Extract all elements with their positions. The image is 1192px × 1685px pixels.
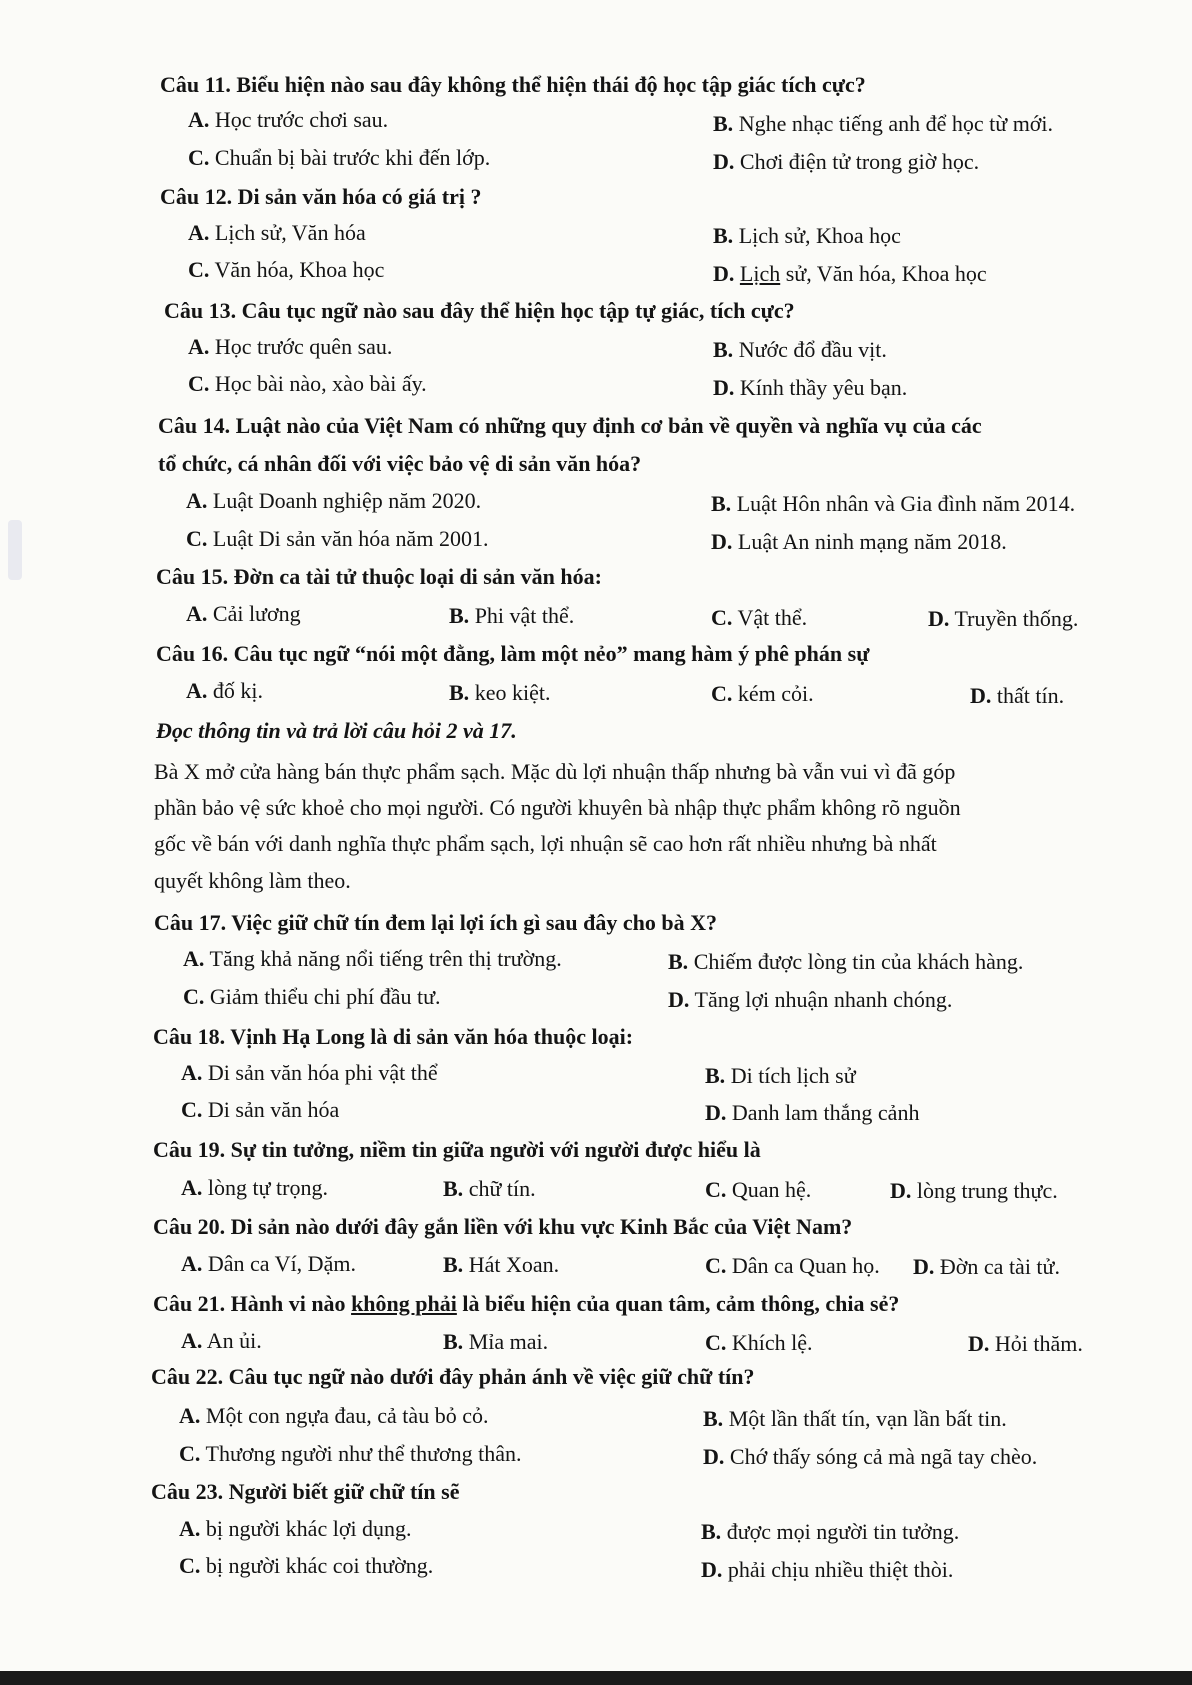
option-text: Thương người như thể thương thân. (205, 1441, 522, 1466)
option-text: Văn hóa, Khoa học (214, 257, 385, 282)
q21-option-c (705, 1329, 813, 1357)
question-number: Câu 18. (153, 1024, 226, 1049)
question-number: Câu 12. (160, 184, 233, 209)
passage-line-2: phần bảo vệ sức khoẻ cho mọi người. Có người khuyên bà nhập thực phẩm không rõ nguồn (154, 795, 961, 820)
q20-option-c (705, 1252, 880, 1280)
option-letter: C. (188, 257, 210, 282)
question-text: Di sản văn hóa có giá trị ? (237, 184, 482, 209)
option-letter: A. (181, 1328, 203, 1353)
option-letter: B. (443, 1329, 464, 1354)
q19-option-a (181, 1174, 328, 1202)
option-text: Hát Xoan. (468, 1252, 560, 1277)
option-letter: C. (179, 1441, 201, 1466)
option-letter: D. (713, 375, 735, 400)
q18-option-d (705, 1099, 919, 1127)
option-letter: C. (705, 1177, 727, 1202)
option-letter: C. (705, 1330, 727, 1355)
q14-option-b (711, 490, 1075, 518)
option-text: Chớ thấy sóng cả mà ngã tay chèo. (729, 1444, 1038, 1469)
passage-line-4: quyết không làm theo. (154, 868, 351, 893)
option-letter: A. (181, 1060, 203, 1085)
option-text: Nước đổ đầu vịt. (738, 337, 887, 362)
question-number: Câu 21. (153, 1291, 226, 1316)
q22-option-a (179, 1402, 488, 1430)
q15-option-b (449, 602, 574, 630)
q23-option-d (701, 1556, 953, 1584)
q18-option-c (181, 1096, 339, 1124)
q11-option-a (188, 106, 388, 134)
q17-option-d (668, 986, 952, 1014)
question-23 (151, 1478, 459, 1506)
option-letter: B. (668, 949, 689, 974)
option-letter: A. (188, 334, 210, 359)
option-letter: A. (188, 107, 210, 132)
question-12 (160, 183, 481, 211)
option-text: Đờn ca tài tử. (939, 1254, 1060, 1279)
option-text: sử, Văn hóa, Khoa học (780, 261, 987, 286)
question-text: Người biết giữ chữ tín sẽ (228, 1479, 460, 1504)
option-text: Luật Doanh nghiệp năm 2020. (212, 488, 482, 513)
option-text: An ủi. (206, 1328, 262, 1353)
question-text: Vịnh Hạ Long là di sản văn hóa thuộc loại: (230, 1024, 634, 1049)
question-text: Di sản nào dưới đây gắn liền với khu vực Kinh Bắc của Việt Nam? (230, 1214, 853, 1239)
option-text: Chơi điện tử trong giờ học. (739, 149, 980, 174)
option-text: Hỏi thăm. (994, 1331, 1083, 1356)
option-text: Mỉa mai. (468, 1329, 549, 1354)
option-text: Dân ca Ví, Dặm. (207, 1251, 356, 1276)
option-text: Luật Di sản văn hóa năm 2001. (212, 526, 489, 551)
question-17 (154, 909, 717, 937)
q19-option-c (705, 1176, 811, 1204)
question-text-pre: Hành vi nào (230, 1291, 352, 1316)
option-letter: D. (913, 1254, 935, 1279)
question-14-continued (158, 450, 641, 478)
q21-option-a (181, 1327, 262, 1355)
question-15 (156, 563, 602, 591)
scan-bottom-edge (0, 1671, 1192, 1685)
question-text: tổ chức, cá nhân đối với việc bảo vệ di sản văn hóa? (158, 451, 642, 476)
option-text: phải chịu nhiều thiệt thòi. (727, 1557, 954, 1582)
option-text: Truyền thống. (954, 606, 1079, 631)
option-letter: B. (713, 223, 734, 248)
q17-option-a (183, 945, 562, 973)
option-text: chữ tín. (468, 1176, 536, 1201)
option-text: Di sản văn hóa phi vật thể (207, 1060, 438, 1085)
option-letter: C. (186, 526, 208, 551)
q23-option-c (179, 1552, 433, 1580)
option-text: bị người khác coi thường. (205, 1553, 434, 1578)
q21-option-b (443, 1328, 548, 1356)
q12-option-d (713, 260, 987, 288)
question-number: Câu 17. (154, 910, 227, 935)
question-number: Câu 16. (156, 641, 229, 666)
scan-artifact (8, 520, 22, 580)
option-letter: B. (443, 1252, 464, 1277)
question-number: Câu 14. (158, 413, 231, 438)
option-letter: A. (179, 1403, 201, 1428)
q11-option-d (713, 148, 979, 176)
q11-option-c (188, 144, 490, 172)
q16-option-d (970, 682, 1064, 710)
option-text: Quan hệ. (731, 1177, 812, 1202)
q13-option-b (713, 336, 887, 364)
q13-option-a (188, 333, 392, 361)
option-letter: C. (711, 681, 733, 706)
option-letter: D. (705, 1100, 727, 1125)
option-text: thất tín. (996, 683, 1065, 708)
passage-line-3: gốc về bán với danh nghĩa thực phẩm sạch, lợi nhuận sẽ cao hơn rất nhiều nhưng bà nhất (154, 831, 937, 856)
question-number: Câu 15. (156, 564, 229, 589)
q12-option-a (188, 219, 366, 247)
option-letter: D. (970, 683, 992, 708)
question-text: Câu tục ngữ nào dưới đây phản ánh về việc giữ chữ tín? (228, 1364, 755, 1389)
question-number: Câu 13. (164, 298, 237, 323)
q19-option-b (443, 1175, 536, 1203)
option-text: lòng tự trọng. (207, 1175, 328, 1200)
q23-option-a (179, 1515, 412, 1543)
underlined-phrase: không phải (351, 1291, 457, 1316)
q18-option-a (181, 1059, 438, 1087)
option-text: Di sản văn hóa (207, 1097, 340, 1122)
question-text: Câu tục ngữ “nói một đằng, làm một nẻo” mang hàm ý phê phán sự (233, 641, 870, 666)
q12-option-b (713, 222, 901, 250)
q16-option-b (449, 679, 550, 707)
question-22 (151, 1363, 755, 1391)
option-letter: C. (188, 371, 210, 396)
question-text: Việc giữ chữ tín đem lại lợi ích gì sau đây cho bà X? (231, 910, 717, 935)
option-letter: A. (186, 678, 208, 703)
question-19 (153, 1136, 761, 1164)
question-number: Câu 23. (151, 1479, 224, 1504)
q14-option-d (711, 528, 1007, 556)
question-number: Câu 11. (160, 72, 231, 97)
option-letter: A. (186, 601, 208, 626)
option-letter: C. (188, 145, 210, 170)
option-letter: C. (183, 984, 205, 1009)
q17-option-c (183, 983, 441, 1011)
option-text: Một lần thất tín, vạn lần bất tin. (728, 1406, 1007, 1431)
q15-option-a (186, 600, 301, 628)
option-text: được mọi người tin tưởng. (726, 1519, 960, 1544)
option-letter: D. (701, 1557, 723, 1582)
option-letter: A. (188, 220, 210, 245)
question-14 (158, 412, 982, 440)
option-text: Nghe nhạc tiếng anh để học từ mới. (738, 111, 1054, 136)
option-text: Lịch sử, Văn hóa (214, 220, 366, 245)
option-letter: B. (449, 603, 470, 628)
option-text: Khích lệ. (731, 1330, 813, 1355)
q20-option-a (181, 1250, 356, 1278)
question-13 (164, 297, 795, 325)
option-text: đố kị. (212, 678, 264, 703)
question-text-post: là biểu hiện của quan tâm, cảm thông, chia sẻ? (456, 1291, 900, 1316)
question-text: Đờn ca tài tử thuộc loại di sản văn hóa: (233, 564, 602, 589)
option-text: Di tích lịch sử (730, 1063, 856, 1088)
option-text: keo kiệt. (474, 680, 551, 705)
q15-option-d (928, 605, 1078, 633)
option-letter: C. (705, 1253, 727, 1278)
option-text: Chiếm được lòng tin của khách hàng. (693, 949, 1024, 974)
question-21 (153, 1290, 899, 1318)
option-text: Cải lương (212, 601, 301, 626)
option-letter: D. (713, 261, 735, 286)
question-text: Sự tin tưởng, niềm tin giữa người với người được hiểu là (230, 1137, 761, 1162)
option-text: Tăng lợi nhuận nhanh chóng. (694, 987, 953, 1012)
option-text: Luật Hôn nhân và Gia đình năm 2014. (736, 491, 1076, 516)
option-letter: B. (701, 1519, 722, 1544)
option-letter: D. (703, 1444, 725, 1469)
option-letter: C. (711, 605, 733, 630)
option-letter: A. (181, 1175, 203, 1200)
option-text: Chuẩn bị bài trước khi đến lớp. (214, 145, 491, 170)
question-text: Luật nào của Việt Nam có những quy định cơ bản về quyền và nghĩa vụ của các (235, 413, 982, 438)
option-text: Giảm thiểu chi phí đầu tư. (209, 984, 441, 1009)
option-text: Kính thầy yêu bạn. (739, 375, 908, 400)
option-text: lòng trung thực. (916, 1178, 1058, 1203)
passage-line-1: Bà X mở cửa hàng bán thực phẩm sạch. Mặc dù lợi nhuận thấp nhưng bà vẫn vui vì đã góp (154, 759, 956, 784)
q14-option-c (186, 525, 488, 553)
q19-option-d (890, 1177, 1058, 1205)
q22-option-b (703, 1405, 1007, 1433)
option-letter: A. (179, 1516, 201, 1541)
option-text: Học bài nào, xào bài ấy. (214, 371, 427, 396)
option-letter: D. (711, 529, 733, 554)
option-text: Danh lam thắng cảnh (731, 1100, 920, 1125)
option-text: kém cỏi. (737, 681, 814, 706)
q16-option-c (711, 680, 814, 708)
option-letter: A. (181, 1251, 203, 1276)
q14-option-a (186, 487, 481, 515)
option-letter: C. (179, 1553, 201, 1578)
option-letter: C. (181, 1097, 203, 1122)
option-letter: B. (705, 1063, 726, 1088)
option-letter: D. (968, 1331, 990, 1356)
question-11 (160, 71, 866, 99)
reading-instruction: Đọc thông tin và trả lời câu hỏi 2 và 17. (156, 718, 517, 743)
question-number: Câu 19. (153, 1137, 226, 1162)
question-text: Câu tục ngữ nào sau đây thể hiện học tập tự giác, tích cực? (241, 298, 795, 323)
question-number: Câu 22. (151, 1364, 224, 1389)
q20-option-b (443, 1251, 559, 1279)
question-18 (153, 1023, 633, 1051)
q11-option-b (713, 110, 1053, 138)
option-letter: B. (713, 337, 734, 362)
option-letter: B. (713, 111, 734, 136)
q22-option-d (703, 1443, 1037, 1471)
option-letter: B. (711, 491, 732, 516)
option-letter: A. (186, 488, 208, 513)
option-text: Một con ngựa đau, cả tàu bỏ cỏ. (205, 1403, 489, 1428)
option-text: Vật thể. (737, 605, 808, 630)
question-text: Biểu hiện nào sau đây không thể hiện thái độ học tập giác tích cực? (236, 72, 866, 97)
q22-option-c (179, 1440, 522, 1468)
option-text: Luật An ninh mạng năm 2018. (737, 529, 1007, 554)
q21-option-d (968, 1330, 1083, 1358)
question-20 (153, 1213, 852, 1241)
q13-option-c (188, 370, 427, 398)
q18-option-b (705, 1062, 856, 1090)
q16-option-a (186, 677, 263, 705)
option-letter: D. (928, 606, 950, 631)
option-text: Tăng khả năng nổi tiếng trên thị trường. (209, 946, 562, 971)
option-text: bị người khác lợi dụng. (205, 1516, 412, 1541)
q13-option-d (713, 374, 907, 402)
q20-option-d (913, 1253, 1060, 1281)
option-letter: D. (668, 987, 690, 1012)
option-text: Lịch sử, Khoa học (738, 223, 901, 248)
q15-option-c (711, 604, 807, 632)
option-text: Học trước chơi sau. (214, 107, 389, 132)
option-letter: B. (443, 1176, 464, 1201)
option-letter: D. (713, 149, 735, 174)
option-letter: B. (703, 1406, 724, 1431)
option-text: Phi vật thể. (474, 603, 575, 628)
option-text: Học trước quên sau. (214, 334, 393, 359)
question-16 (156, 640, 869, 668)
question-number: Câu 20. (153, 1214, 226, 1239)
option-letter: B. (449, 680, 470, 705)
option-text: Dân ca Quan họ. (731, 1253, 880, 1278)
option-letter: A. (183, 946, 205, 971)
q17-option-b (668, 948, 1023, 976)
q12-option-c (188, 256, 384, 284)
underlined-word: Lịch (739, 261, 781, 286)
option-letter: D. (890, 1178, 912, 1203)
q23-option-b (701, 1518, 959, 1546)
